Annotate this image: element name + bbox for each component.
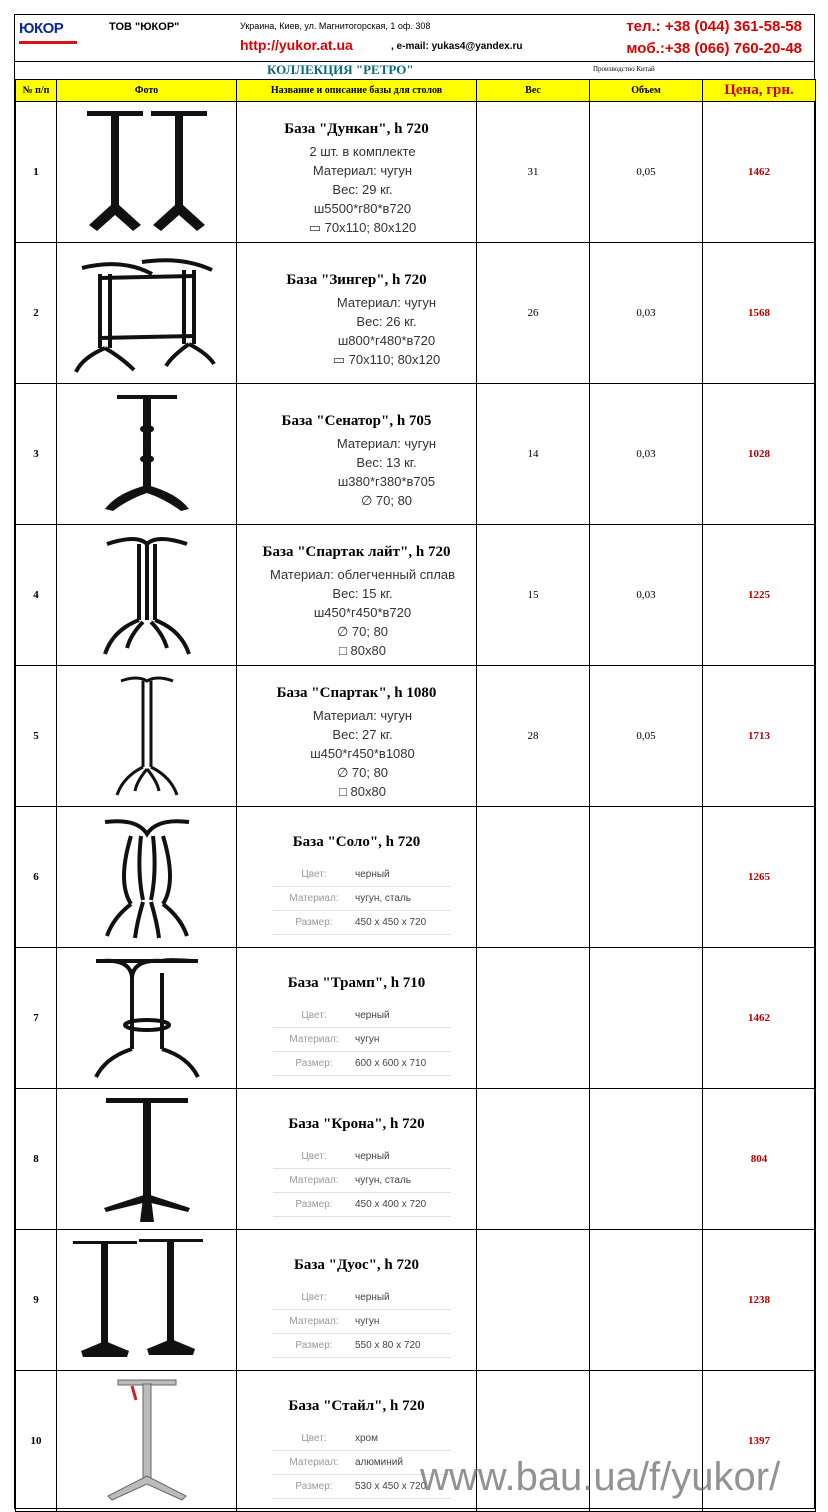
prop-label: Цвет: — [301, 1009, 327, 1021]
spec-line: □ 80х80 — [339, 643, 386, 658]
double-pedestal-base-icon — [57, 107, 236, 237]
product-specs — [297, 434, 476, 510]
price-cell: 1238 — [703, 1230, 816, 1371]
table-row — [16, 1230, 816, 1371]
table-row — [16, 384, 816, 525]
volume-cell: 0,05 — [590, 666, 703, 807]
product-props — [273, 1004, 451, 1076]
spec-line: ∅ 70; 80 — [336, 624, 389, 639]
prop-label: Цвет: — [301, 868, 327, 880]
row-number: 3 — [16, 384, 57, 525]
scroll-base-icon — [57, 953, 236, 1083]
volume-cell: 0,03 — [590, 525, 703, 666]
product-name: База "Зингер", h 720 — [286, 271, 427, 288]
prop-row — [273, 1004, 451, 1028]
spec-line: Вес: 15 кг. — [332, 586, 393, 601]
row-number: 1 — [16, 102, 57, 243]
product-description — [237, 1230, 477, 1371]
product-name: База "Трамп", h 710 — [287, 974, 426, 991]
watermark: www.bau.ua/f/yukor/ — [420, 1455, 781, 1499]
col-name: Название и описание базы для столов — [237, 80, 477, 102]
product-photo — [57, 1371, 237, 1512]
product-photo — [57, 1089, 237, 1230]
product-photo — [57, 807, 237, 948]
prop-value: черный — [355, 868, 390, 880]
product-name: База "Спартак лайт", h 720 — [262, 544, 451, 560]
product-specs — [249, 706, 476, 801]
product-description — [237, 102, 477, 243]
col-volume: Объем — [590, 80, 703, 102]
volume-cell: 0,03 — [590, 243, 703, 384]
product-name: База "Дункан", h 720 — [284, 121, 429, 137]
spec-line: Вес: 29 кг. — [332, 182, 393, 197]
spec-line: Материал: чугун — [312, 163, 413, 178]
prop-row — [273, 887, 451, 911]
prop-value: черный — [355, 1150, 390, 1162]
col-photo: Фото — [57, 80, 237, 102]
folding-chrome-base-icon — [57, 1376, 236, 1506]
spec-line: ∅ 70; 80 — [336, 765, 389, 780]
row-number: 2 — [16, 243, 57, 384]
pedestal-base-icon — [57, 389, 236, 519]
spec-line: Вес: 27 кг. — [332, 727, 393, 742]
collection-bar — [15, 61, 814, 79]
product-specs — [249, 142, 476, 237]
volume-cell — [590, 1230, 703, 1371]
volume-cell: 0,03 — [590, 384, 703, 525]
spec-line: ш450*г450*в1080 — [310, 746, 415, 761]
prop-value: 530 x 450 x 720 — [355, 1480, 427, 1492]
product-name: База "Стайл", h 720 — [288, 1397, 425, 1414]
table-row — [16, 102, 816, 243]
product-photo — [57, 666, 237, 807]
spec-line: 2 шт. в комплекте — [309, 144, 416, 159]
collection-title: КОЛЛЕКЦИЯ "РЕТРО" — [267, 62, 414, 77]
spec-line: Материал: облегченный сплав — [270, 567, 455, 582]
curved-base-icon — [57, 812, 236, 942]
spec-line: ш800*г480*в720 — [337, 332, 436, 348]
prop-label: Размер: — [295, 1198, 333, 1210]
prop-label: Цвет: — [301, 1432, 327, 1444]
product-props — [273, 1286, 451, 1358]
price-cell: 1397 — [703, 1371, 816, 1512]
prop-value: черный — [355, 1291, 390, 1303]
product-description — [237, 666, 477, 807]
volume-cell — [590, 948, 703, 1089]
prop-value: хром — [355, 1432, 378, 1444]
origin-note: Производство Китай — [593, 65, 655, 73]
prop-value: чугун — [355, 1315, 380, 1327]
prop-label: Размер: — [295, 1480, 333, 1492]
table-row — [16, 1089, 816, 1230]
spec-line: Вес: 26 кг. — [356, 313, 417, 329]
prop-row — [273, 1052, 451, 1076]
price-cell: 1568 — [703, 243, 816, 384]
tall-four-leg-base-icon — [57, 671, 236, 801]
product-description — [237, 948, 477, 1089]
product-photo — [57, 102, 237, 243]
volume-cell — [590, 1089, 703, 1230]
weight-cell: 26 — [477, 243, 590, 384]
spec-line: □ 80х80 — [339, 784, 386, 799]
weight-cell — [477, 1230, 590, 1371]
table-row — [16, 807, 816, 948]
prop-value: 450 x 400 x 720 — [355, 1198, 427, 1210]
prop-label: Цвет: — [301, 1291, 327, 1303]
prop-row — [273, 1334, 451, 1358]
prop-label: Материал: — [289, 892, 339, 904]
prop-value: 600 x 600 x 710 — [355, 1057, 427, 1069]
product-description — [237, 525, 477, 666]
price-cell: 1265 — [703, 807, 816, 948]
prop-row — [273, 1310, 451, 1334]
row-number: 9 — [16, 1230, 57, 1371]
product-description — [237, 807, 477, 948]
spec-line: Материал: чугун — [312, 708, 413, 723]
col-price: Цена, грн. — [703, 80, 816, 102]
weight-cell — [477, 807, 590, 948]
product-props — [273, 1145, 451, 1217]
product-specs — [249, 565, 476, 660]
product-description — [237, 243, 477, 384]
product-photo — [57, 525, 237, 666]
cross-base-icon — [57, 1094, 236, 1224]
col-num: № п/п — [16, 80, 57, 102]
prop-row — [273, 1427, 451, 1451]
prop-value: 450 x 450 x 720 — [355, 916, 427, 928]
weight-cell: 14 — [477, 384, 590, 525]
prop-row — [273, 1028, 451, 1052]
prop-value: чугун, сталь — [355, 1174, 412, 1186]
product-name: База "Крона", h 720 — [288, 1115, 425, 1132]
weight-cell: 28 — [477, 666, 590, 807]
weight-cell: 15 — [477, 525, 590, 666]
spec-line: Вес: 13 кг. — [356, 454, 417, 470]
product-photo — [57, 243, 237, 384]
t-base-pair-icon — [57, 1235, 236, 1365]
volume-cell — [590, 807, 703, 948]
col-weight: Вес — [477, 80, 590, 102]
table-row — [16, 243, 816, 384]
row-number: 4 — [16, 525, 57, 666]
price-cell: 1462 — [703, 102, 816, 243]
price-cell: 1713 — [703, 666, 816, 807]
product-table — [15, 79, 816, 1512]
spec-line: Материал: чугун — [336, 294, 437, 310]
prop-value: алюминий — [355, 1456, 403, 1468]
spec-line: ▭ 70х110; 80х120 — [332, 351, 441, 367]
prop-value: чугун, сталь — [355, 892, 412, 904]
price-cell: 804 — [703, 1089, 816, 1230]
spec-line: ш5500*г80*в720 — [313, 201, 412, 216]
price-cell: 1462 — [703, 948, 816, 1089]
product-photo — [57, 384, 237, 525]
row-number: 8 — [16, 1089, 57, 1230]
price-list-sheet — [14, 14, 815, 1509]
product-name: База "Сенатор", h 705 — [281, 412, 432, 429]
weight-cell — [477, 948, 590, 1089]
prop-label: Материал: — [289, 1456, 339, 1468]
prop-value: черный — [355, 1009, 390, 1021]
spec-line: ш380*г380*в705 — [337, 473, 436, 489]
product-props — [273, 863, 451, 935]
prop-label: Размер: — [295, 1339, 333, 1351]
volume-cell: 0,05 — [590, 102, 703, 243]
product-specs — [297, 293, 476, 369]
prop-row — [273, 863, 451, 887]
row-number: 5 — [16, 666, 57, 807]
price-cell: 1225 — [703, 525, 816, 666]
phone-mobile: моб.:+38 (066) 760-20-48 — [626, 40, 802, 57]
product-photo — [57, 948, 237, 1089]
table-row — [16, 525, 816, 666]
price-cell: 1028 — [703, 384, 816, 525]
prop-label: Размер: — [295, 1057, 333, 1069]
prop-label: Цвет: — [301, 1150, 327, 1162]
prop-value: чугун — [355, 1033, 380, 1045]
email: , e-mail: yukas4@yandex.ru — [391, 41, 523, 52]
prop-label: Материал: — [289, 1033, 339, 1045]
table-header-row — [16, 80, 816, 102]
product-name: База "Соло", h 720 — [292, 833, 421, 850]
phone-office: тел.: +38 (044) 361-58-58 — [626, 18, 802, 35]
prop-row — [273, 911, 451, 935]
prop-value: 550 x 80 x 720 — [355, 1339, 421, 1351]
four-leg-base-icon — [57, 530, 236, 660]
weight-cell — [477, 1089, 590, 1230]
product-photo — [57, 1230, 237, 1371]
table-row — [16, 666, 816, 807]
row-number: 7 — [16, 948, 57, 1089]
prop-row — [273, 1145, 451, 1169]
table-row — [16, 948, 816, 1089]
spec-line: ш450*г450*в720 — [313, 605, 412, 620]
website-link[interactable]: http://yukor.at.ua — [240, 37, 353, 53]
product-description — [237, 384, 477, 525]
spec-line: ∅ 70; 80 — [360, 492, 413, 508]
weight-cell: 31 — [477, 102, 590, 243]
company-name: ТОВ "ЮКОР" — [109, 21, 180, 33]
prop-row — [273, 1169, 451, 1193]
prop-label: Материал: — [289, 1315, 339, 1327]
row-number: 10 — [16, 1371, 57, 1512]
prop-row — [273, 1286, 451, 1310]
product-name: База "Дуос", h 720 — [293, 1256, 420, 1273]
product-description — [237, 1089, 477, 1230]
header — [15, 15, 814, 61]
product-name: База "Спартак", h 1080 — [276, 685, 437, 701]
prop-label: Размер: — [295, 916, 333, 928]
company-logo: ЮКОР — [19, 19, 77, 44]
row-number: 6 — [16, 807, 57, 948]
prop-row — [273, 1193, 451, 1217]
address: Украина, Киев, ул. Магнитогорская, 1 оф. 308 — [240, 21, 431, 31]
prop-label: Материал: — [289, 1174, 339, 1186]
spec-line: ▭ 70х110; 80х120 — [308, 220, 417, 235]
frame-base-icon — [57, 248, 236, 378]
spec-line: Материал: чугун — [336, 435, 437, 451]
